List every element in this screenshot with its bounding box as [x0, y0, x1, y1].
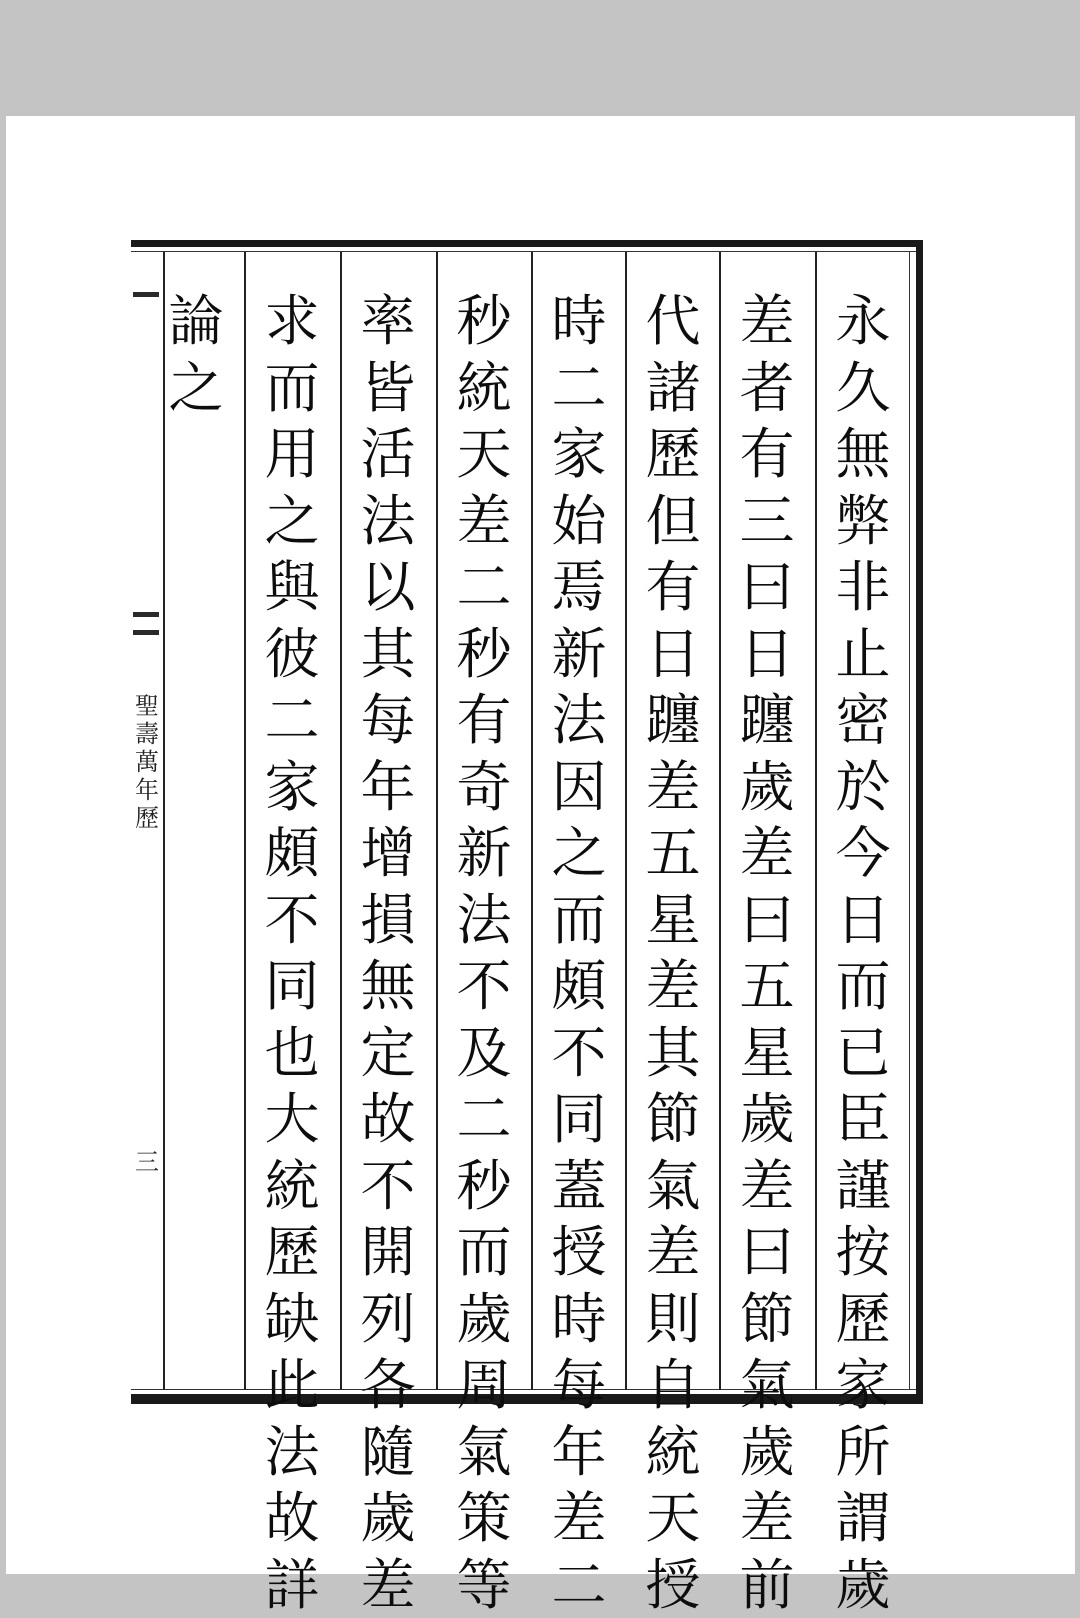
- column-character: 已: [815, 1020, 911, 1087]
- column-character: 日: [815, 887, 911, 954]
- column-character: 統: [244, 1153, 340, 1220]
- column-character: 活: [340, 421, 436, 488]
- column-character: 所: [815, 1419, 911, 1486]
- book-page: [6, 116, 1075, 1574]
- column-character: 頗: [531, 953, 627, 1020]
- column-character: 差: [625, 1219, 721, 1286]
- column-character: 授: [531, 1219, 627, 1286]
- column-character: 星: [719, 1020, 815, 1087]
- text-column: [719, 288, 815, 1383]
- column-character: 增: [340, 820, 436, 887]
- column-character: 用: [244, 421, 340, 488]
- column-character: 其: [625, 1020, 721, 1087]
- column-character: 躔: [625, 687, 721, 754]
- right-border-rule: [916, 240, 923, 1404]
- column-character: 時: [531, 1286, 627, 1353]
- column-character: 二: [436, 1086, 532, 1153]
- column-character: 策: [436, 1485, 532, 1552]
- column-character: 則: [625, 1286, 721, 1353]
- column-character: 法: [531, 687, 627, 754]
- column-character: 前: [719, 1552, 815, 1618]
- column-character: 不: [436, 953, 532, 1020]
- column-character: 各: [340, 1352, 436, 1419]
- column-character: 差: [625, 953, 721, 1020]
- column-character: 始: [531, 488, 627, 555]
- column-character: 謂: [815, 1485, 911, 1552]
- column-character: 之: [244, 488, 340, 555]
- column-character: 節: [719, 1286, 815, 1353]
- column-character: 等: [436, 1552, 532, 1618]
- column-character: 節: [625, 1086, 721, 1153]
- column-character: 差: [625, 754, 721, 821]
- column-character: 每: [531, 1352, 627, 1419]
- column-character: 氣: [719, 1352, 815, 1419]
- column-character: 差: [719, 820, 815, 887]
- column-character: 密: [815, 687, 911, 754]
- text-column: [531, 288, 627, 1383]
- text-frame: [131, 240, 923, 1408]
- text-column: [436, 288, 532, 1383]
- column-character: 時: [531, 288, 627, 355]
- column-character: 定: [340, 1020, 436, 1087]
- column-character: 蓋: [531, 1153, 627, 1220]
- column-character: 自: [625, 1352, 721, 1419]
- column-character: 年: [340, 754, 436, 821]
- column-character: 歲: [815, 1552, 911, 1618]
- column-character: 此: [244, 1352, 340, 1419]
- column-character: 秒: [436, 1153, 532, 1220]
- column-character: 久: [815, 355, 911, 422]
- column-character: 家: [531, 421, 627, 488]
- column-character: 止: [815, 621, 911, 688]
- column-character: 缺: [244, 1286, 340, 1353]
- column-character: 歷: [625, 421, 721, 488]
- column-character: 今: [815, 820, 911, 887]
- column-character: 詳: [244, 1552, 340, 1618]
- column-character: 而: [815, 953, 911, 1020]
- column-character: 非: [815, 554, 911, 621]
- column-character: 歲: [719, 1086, 815, 1153]
- column-character: 隨: [340, 1419, 436, 1486]
- column-character: 開: [340, 1219, 436, 1286]
- column-character: 秒: [436, 288, 532, 355]
- column-character: 而: [436, 1219, 532, 1286]
- column-character: 天: [436, 421, 532, 488]
- column-character: 年: [531, 1419, 627, 1486]
- column-character: 差: [719, 1485, 815, 1552]
- column-character: 大: [244, 1086, 340, 1153]
- column-character: 故: [244, 1485, 340, 1552]
- column-character: 曰: [719, 887, 815, 954]
- top-inner-rule: [131, 251, 923, 252]
- column-character: 統: [625, 1419, 721, 1486]
- column-character: 及: [436, 1020, 532, 1087]
- column-character: 天: [625, 1485, 721, 1552]
- text-column: [244, 288, 340, 1383]
- column-character: 無: [815, 421, 911, 488]
- column-character: 故: [340, 1086, 436, 1153]
- column-character: 歲: [719, 1419, 815, 1486]
- column-character: 三: [719, 488, 815, 555]
- column-character: 臣: [815, 1086, 911, 1153]
- text-column: [148, 288, 244, 1383]
- column-character: 周: [436, 1352, 532, 1419]
- column-character: 同: [531, 1086, 627, 1153]
- column-character: 氣: [436, 1419, 532, 1486]
- column-character: 歲: [340, 1485, 436, 1552]
- column-character: 差: [719, 1153, 815, 1220]
- column-character: 歲: [436, 1286, 532, 1353]
- column-character: 之: [148, 355, 244, 422]
- column-character: 歲: [719, 754, 815, 821]
- column-character: 日: [719, 621, 815, 688]
- column-character: 秒: [436, 621, 532, 688]
- column-character: 也: [244, 1020, 340, 1087]
- column-character: 家: [815, 1352, 911, 1419]
- column-character: 二: [531, 355, 627, 422]
- top-border-rule: [131, 240, 923, 247]
- column-character: 有: [436, 687, 532, 754]
- column-character: 同: [244, 953, 340, 1020]
- column-character: 統: [436, 355, 532, 422]
- column-character: 星: [625, 887, 721, 954]
- text-column: [340, 288, 436, 1383]
- column-character: 歷: [244, 1219, 340, 1286]
- column-character: 法: [340, 488, 436, 555]
- column-character: 彼: [244, 621, 340, 688]
- column-character: 而: [244, 355, 340, 422]
- column-character: 頗: [244, 820, 340, 887]
- column-character: 新: [531, 621, 627, 688]
- column-character: 其: [340, 621, 436, 688]
- column-character: 每: [340, 687, 436, 754]
- column-character: 焉: [531, 554, 627, 621]
- column-character: 躔: [719, 687, 815, 754]
- column-character: 新: [436, 820, 532, 887]
- column-character: 論: [148, 288, 244, 355]
- margin-book-title: 聖壽萬年歷: [133, 692, 161, 832]
- column-character: 皆: [340, 355, 436, 422]
- column-character: 不: [244, 887, 340, 954]
- column-character: 者: [719, 355, 815, 422]
- column-character: 二: [531, 1552, 627, 1618]
- column-character: 二: [244, 687, 340, 754]
- column-character: 家: [244, 754, 340, 821]
- column-character: 與: [244, 554, 340, 621]
- column-character: 差: [531, 1485, 627, 1552]
- column-character: 二: [436, 554, 532, 621]
- column-character: 按: [815, 1219, 911, 1286]
- column-character: 差: [436, 488, 532, 555]
- text-column: [625, 288, 721, 1383]
- column-character: 不: [340, 1153, 436, 1220]
- column-character: 無: [340, 953, 436, 1020]
- column-character: 而: [531, 887, 627, 954]
- column-character: 日: [625, 621, 721, 688]
- column-character: 弊: [815, 488, 911, 555]
- column-character: 五: [719, 953, 815, 1020]
- column-character: 以: [340, 554, 436, 621]
- column-character: 代: [625, 288, 721, 355]
- column-character: 法: [244, 1419, 340, 1486]
- column-character: 曰: [719, 554, 815, 621]
- column-character: 奇: [436, 754, 532, 821]
- column-character: 不: [531, 1020, 627, 1087]
- column-character: 有: [625, 554, 721, 621]
- column-character: 五: [625, 820, 721, 887]
- column-character: 法: [436, 887, 532, 954]
- column-character: 之: [531, 820, 627, 887]
- column-character: 有: [719, 421, 815, 488]
- column-character: 曰: [719, 1219, 815, 1286]
- column-character: 差: [719, 288, 815, 355]
- column-character: 但: [625, 488, 721, 555]
- margin-page-number: 三: [135, 1142, 159, 1177]
- column-character: 謹: [815, 1153, 911, 1220]
- column-character: 永: [815, 288, 911, 355]
- column-character: 率: [340, 288, 436, 355]
- column-character: 氣: [625, 1153, 721, 1220]
- column-character: 列: [340, 1286, 436, 1353]
- column-character: 差: [340, 1552, 436, 1618]
- column-character: 損: [340, 887, 436, 954]
- column-character: 歷: [815, 1286, 911, 1353]
- column-character: 諸: [625, 355, 721, 422]
- column-character: 於: [815, 754, 911, 821]
- column-character: 因: [531, 754, 627, 821]
- column-character: 求: [244, 288, 340, 355]
- column-character: 授: [625, 1552, 721, 1618]
- text-column: [815, 288, 911, 1383]
